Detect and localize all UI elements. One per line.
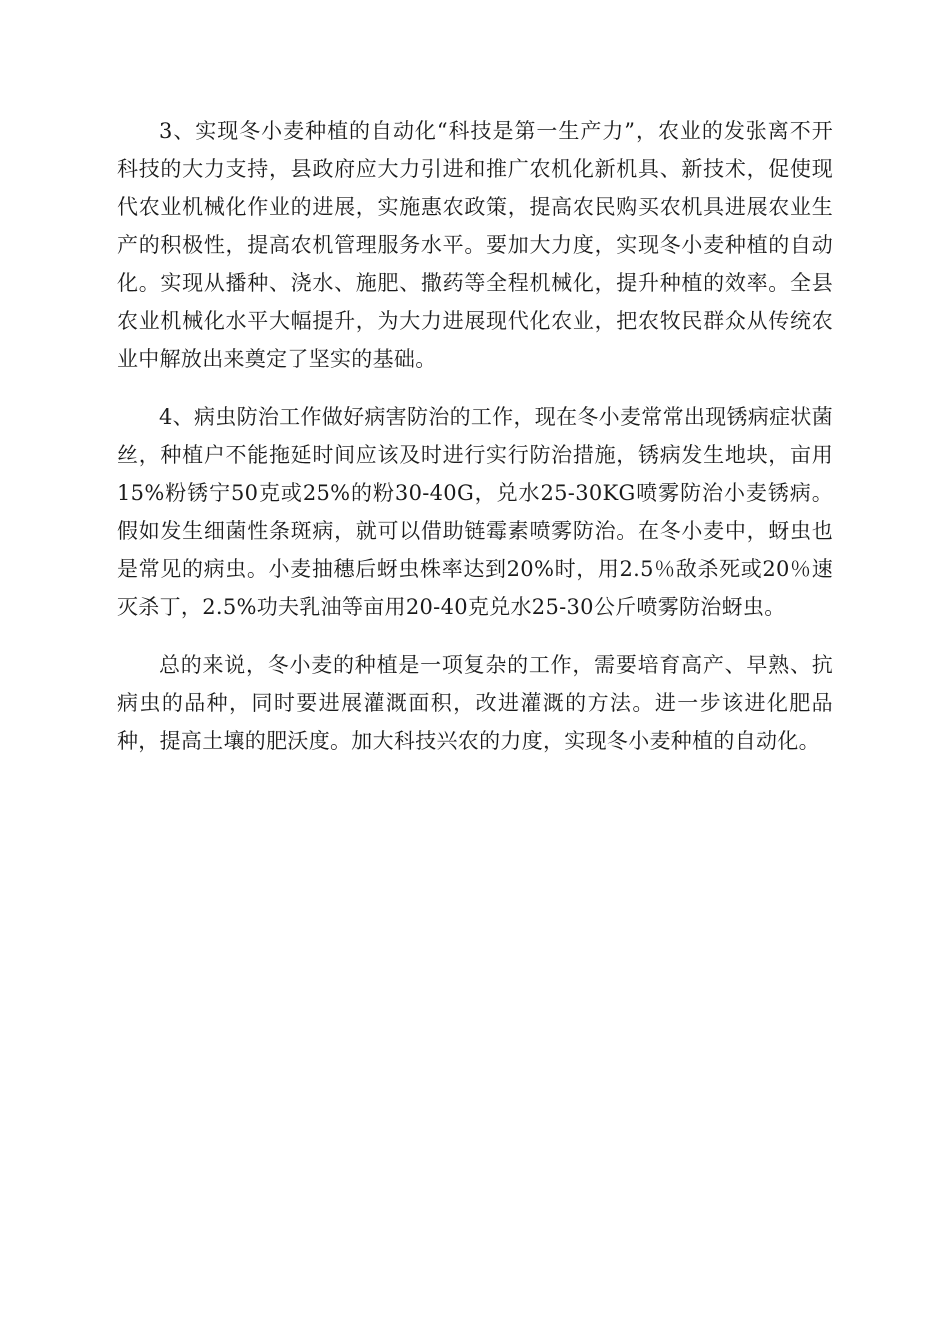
- paragraph-pest-control: 4、病虫防治工作做好病害防治的工作，现在冬小麦常常出现锈病症状菌丝，种植户不能拖延时间应该及时进行实行防治措施，锈病发生地块，亩用15%粉锈宁50克或25%的粉30-40G，兑水25-30KG喷雾防治小麦锈病。假如发生细菌性条斑病，就可以借助链霉素喷雾防治。在冬小麦中，蚜虫也是常见的病虫。小麦抽穗后蚜虫株率达到20%时，用2.5％敌杀死或20％速灭杀丁，2.5%功夫乳油等亩用20-40克兑水25-30公斤喷雾防治蚜虫。: [117, 405, 833, 619]
- paragraph-mechanization: 3、实现冬小麦种植的自动化“科技是第一生产力”，农业的发张离不开科技的大力支持，县政府应大力引进和推广农机化新机具、新技术，促使现代农业机械化作业的进展，实施惠农政策，提高农民购买农机具进展农业生产的积极性，提高农机管理服务水平。要加大力度，实现冬小麦种植的自动化。实现从播种、浇水、施肥、撒药等全程机械化，提升种植的效率。全县农业机械化水平大幅提升，为大力进展现代化农业，把农牧民群众从传统农业中解放出来奠定了坚实的基础。: [117, 119, 833, 371]
- paragraph-summary: 总的来说，冬小麦的种植是一项复杂的工作，需要培育高产、早熟、抗病虫的品种，同时要进展灌溉面积，改进灌溉的方法。进一步该进化肥品种，提高土壤的肥沃度。加大科技兴农的力度，实现冬小麦种植的自动化。: [117, 653, 833, 753]
- document-body: [117, 112, 833, 780]
